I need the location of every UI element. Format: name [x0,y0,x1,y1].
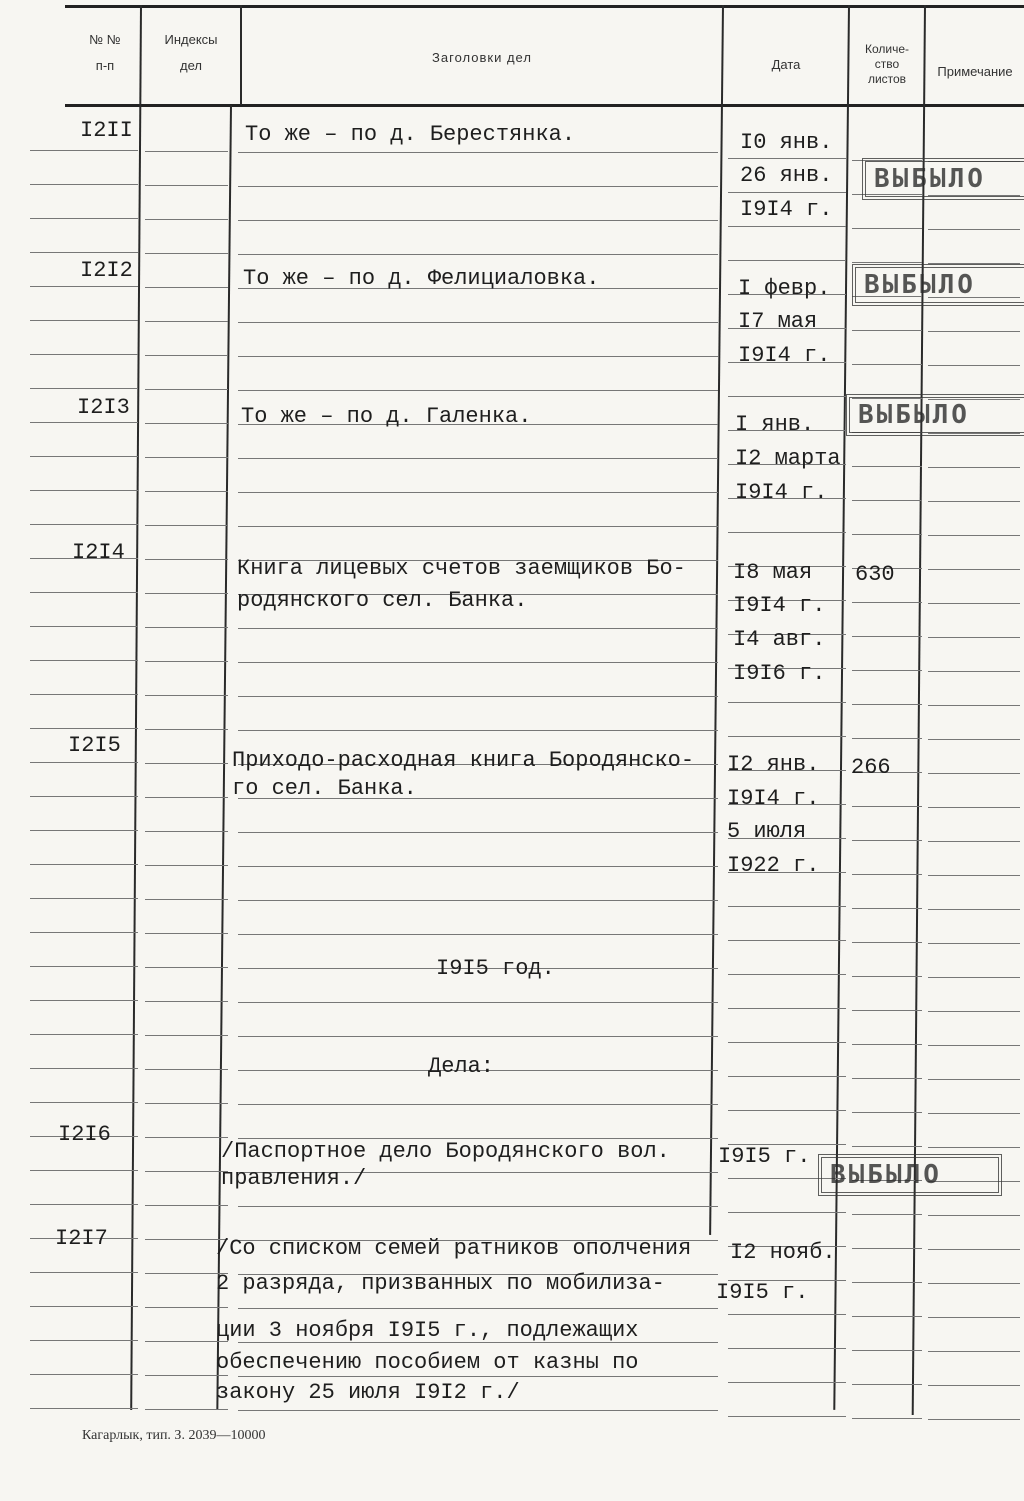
ruling-line [30,1306,138,1307]
column-divider [130,5,142,1410]
ruling-line [30,796,138,797]
row-date: I янв. [735,412,815,437]
ruling-line [728,1314,846,1315]
ruling-line [728,1348,846,1349]
row-title: То же – по д. Фелициаловка. [243,266,600,291]
ruling-line [928,331,1020,332]
ruling-line [145,1103,228,1104]
ruling-line [928,1317,1020,1318]
row-number: I2I4 [72,540,125,565]
ruling-line [145,899,228,900]
row-date: I9I5 г. [718,1144,811,1169]
ruling-line [238,900,718,901]
ruling-line [30,932,138,933]
ruling-line [238,356,718,357]
ruling-line [30,592,138,593]
printer-imprint: Кагарлык, тип. З. 2039—10000 [82,1428,266,1443]
ruling-line [30,1272,138,1273]
ruling-line [238,1002,718,1003]
row-title: обеспечению пособием от казны по [216,1350,639,1375]
stamp-vybylo: ВЫБЫЛО [862,158,1024,200]
row-title: 2 разряда, призванных по мобилиза- [216,1271,665,1296]
ruling-line [928,1215,1020,1216]
ruling-line [728,1008,846,1009]
row-number: I2I7 [55,1226,108,1251]
row-sheets: 266 [851,755,891,780]
ruling-line [238,628,718,629]
ruling-line [145,967,228,968]
ruling-line [852,1350,922,1351]
row-date: I9I6 г. [733,661,826,686]
ruling-line [30,1068,138,1069]
ruling-line [852,1214,922,1215]
ruling-line [238,730,718,731]
ruling-line [928,1045,1020,1046]
ruling-line [30,320,138,321]
ruling-line [728,226,846,227]
ruling-line [145,525,228,526]
ruling-line [852,534,922,535]
ruling-line [30,728,138,729]
section-year: I9I5 год. [436,956,555,981]
row-date: I9I4 г. [738,343,831,368]
ruling-line [852,1418,922,1419]
ruling-line [928,501,1020,502]
ruling-line [852,1078,922,1079]
ruling-line [145,1205,228,1206]
row-date: I9I4 г. [733,593,826,618]
ruling-line [852,1316,922,1317]
ruling-line [852,262,922,263]
ruling-line [30,1204,138,1205]
stamp-vybylo: ВЫБЫЛО [852,264,1024,306]
ruling-line [30,1034,138,1035]
ruling-line [852,1282,922,1283]
ruling-line [238,1410,718,1411]
ruling-line [238,934,718,935]
ruling-line [852,670,922,671]
ruling-line [852,1112,922,1113]
ruling-line [728,1110,846,1111]
row-date: I2 нояб. [730,1240,836,1265]
ruling-line [852,602,922,603]
ruling-line [145,355,228,356]
ruling-line [145,389,228,390]
header-top-rule [65,5,1024,8]
ruling-line [238,322,718,323]
ruling-line [145,865,228,866]
ruling-line [30,864,138,865]
ruling-line [928,1283,1020,1284]
ruling-line [145,831,228,832]
ruling-line [145,1409,228,1410]
ruling-line [852,840,922,841]
ruling-line [30,762,138,763]
row-number: I2I6 [58,1122,111,1147]
ruling-line [728,396,846,397]
ruling-line [852,500,922,501]
row-title: /Паспортное дело Бородянского вол. [221,1139,670,1164]
ruling-line [928,1419,1020,1420]
ruling-line [852,874,922,875]
row-date: I февр. [738,276,831,301]
ruling-line [852,1248,922,1249]
row-title: Приходо-расходная книга Бородянско- [232,748,695,773]
header-title: Заголовки дел [432,50,532,65]
header-num: № № п-п [89,32,121,74]
ruling-line [145,729,228,730]
ruling-line [145,933,228,934]
ruling-line [30,898,138,899]
row-date: I8 мая [733,560,813,585]
ruling-line [728,260,846,261]
row-number: I2I3 [77,395,130,420]
ruling-line [30,694,138,695]
ruling-line [145,151,228,152]
ruling-line [852,738,922,739]
ruling-line [728,1042,846,1043]
ruling-line [928,603,1020,604]
ruling-line [145,1137,228,1138]
row-date: I4 авг. [733,627,826,652]
ruling-line [928,1079,1020,1080]
ruling-line [145,797,228,798]
ruling-line [928,909,1020,910]
ruling-line [852,1010,922,1011]
row-title: То же – по д. Берестянка. [245,122,576,147]
ruling-line [728,1076,846,1077]
ruling-line [30,1374,138,1375]
ruling-line [145,627,228,628]
ruling-line [852,330,922,331]
row-date: I0 янв. [740,130,833,155]
row-date: I2 янв. [727,752,820,777]
column-divider [912,5,926,1415]
ruling-line [145,219,228,220]
row-date: I9I4 г. [727,786,820,811]
ruling-line [238,492,718,493]
ruling-line [145,1069,228,1070]
ruling-line [852,1146,922,1147]
ruling-line [30,354,138,355]
ruling-line [238,1206,718,1207]
row-title: родянского сел. Банка. [237,588,528,613]
row-date: 26 янв. [740,163,833,188]
column-divider [709,5,724,1235]
ruling-line [728,1382,846,1383]
ruling-line [928,1249,1020,1250]
row-number: I2I5 [68,733,121,758]
ruling-line [238,220,718,221]
ruling-line [238,1036,718,1037]
ruling-line [30,218,138,219]
ruling-line [852,704,922,705]
ruling-line [928,229,1020,230]
row-title: /Со списком семей ратников ополчения [216,1236,692,1261]
row-title: ции 3 ноября I9I5 г., подлежащих [216,1318,639,1343]
ruling-line [238,696,718,697]
ruling-line [145,253,228,254]
header-note: Примечание [937,64,1013,79]
ruling-line [30,422,138,423]
ruling-line [145,593,228,594]
ruling-line [928,841,1020,842]
header-date: Дата [771,57,801,72]
ruling-line [30,252,138,253]
ruling-line [145,695,228,696]
ruling-line [928,1011,1020,1012]
ruling-line [30,830,138,831]
row-date: I7 мая [738,309,818,334]
ruling-line [30,626,138,627]
column-divider [216,105,232,1410]
ruling-line [852,806,922,807]
ruling-line [30,1102,138,1103]
ruling-line [30,1340,138,1341]
ruling-line [928,773,1020,774]
ruling-line [238,866,718,867]
ruling-line [145,1001,228,1002]
row-date: I922 г. [727,853,820,878]
ruling-line [238,186,718,187]
row-title: правления./ [221,1166,367,1191]
ruling-line [238,390,718,391]
ruling-line [145,1171,228,1172]
ruling-line [30,490,138,491]
ruling-line [145,287,228,288]
ruling-line [928,1147,1020,1148]
ruling-line [928,637,1020,638]
ruling-line [928,1351,1020,1352]
ruling-line [145,559,228,560]
row-title: Книга лицевых счетов заемщиков Бо- [237,556,686,581]
ruling-line [852,942,922,943]
ruling-line [928,1385,1020,1386]
section-subtitle: Дела: [428,1054,495,1079]
ruling-line [238,1308,718,1309]
row-date: I9I5 г. [716,1280,809,1305]
ruling-line [928,569,1020,570]
row-number: I2II [80,118,133,143]
ruling-line [728,1212,846,1213]
ruling-line [238,152,718,153]
ruling-line [928,671,1020,672]
row-date: I2 марта [735,446,841,471]
ruling-line [238,832,718,833]
row-date: 5 июля [727,819,807,844]
ruling-line [145,1307,228,1308]
row-number: I2I2 [80,258,133,283]
ruling-line [852,364,922,365]
row-sheets: 630 [855,562,895,587]
ruling-line [728,1416,846,1417]
header-bottom-rule [65,104,1024,107]
ruling-line [30,456,138,457]
ruling-line [30,660,138,661]
ruling-line [145,1035,228,1036]
row-title: закону 25 июля I9I2 г./ [216,1380,520,1405]
ruling-line [30,286,138,287]
ruling-line [852,1044,922,1045]
ruling-line [238,662,718,663]
column-divider [833,5,850,1410]
ruling-line [145,491,228,492]
ruling-line [30,524,138,525]
ruling-line [928,467,1020,468]
stamp-vybylo: ВЫБЫЛО [846,394,1024,436]
ruling-line [145,185,228,186]
ruling-line [238,1104,718,1105]
stamp-vybylo: ВЫБЫЛО [818,1154,1002,1196]
header-sheets: Количе- ство листов [864,42,910,86]
ruling-line [145,763,228,764]
ruling-line [928,875,1020,876]
row-date: I9I4 г. [735,480,828,505]
ruling-line [852,976,922,977]
ruling-line [30,1000,138,1001]
ruling-line [238,458,718,459]
ruling-line [852,466,922,467]
row-title: То же – по д. Галенка. [241,404,532,429]
ruling-line [728,974,846,975]
ruling-line [238,254,718,255]
ruling-line [145,321,228,322]
ruling-line [238,526,718,527]
ruling-line [852,908,922,909]
ruling-line [928,807,1020,808]
header-index: Индексы дел [164,32,218,74]
ruling-line [30,1170,138,1171]
ruling-line [238,1376,718,1377]
ruling-line [852,1384,922,1385]
ruling-line [928,365,1020,366]
row-date: I9I4 г. [740,197,833,222]
ruling-line [728,702,846,703]
ruling-line [145,661,228,662]
ruling-line [928,535,1020,536]
ruling-line [928,943,1020,944]
ruling-line [928,1113,1020,1114]
ruling-line [30,150,138,151]
ruling-line [852,228,922,229]
ruling-line [928,705,1020,706]
ruling-line [30,966,138,967]
ruling-line [30,1408,138,1409]
ruling-line [928,739,1020,740]
ruling-line [728,192,846,193]
ruling-line [728,736,846,737]
ruling-line [728,532,846,533]
row-title: го сел. Банка. [232,776,417,801]
ruling-line [852,636,922,637]
ruling-line [145,423,228,424]
ruling-line [728,158,846,159]
ruling-line [728,906,846,907]
ruling-line [30,184,138,185]
ruling-line [30,388,138,389]
ruling-line [928,977,1020,978]
ruling-line [728,940,846,941]
ruling-line [145,457,228,458]
